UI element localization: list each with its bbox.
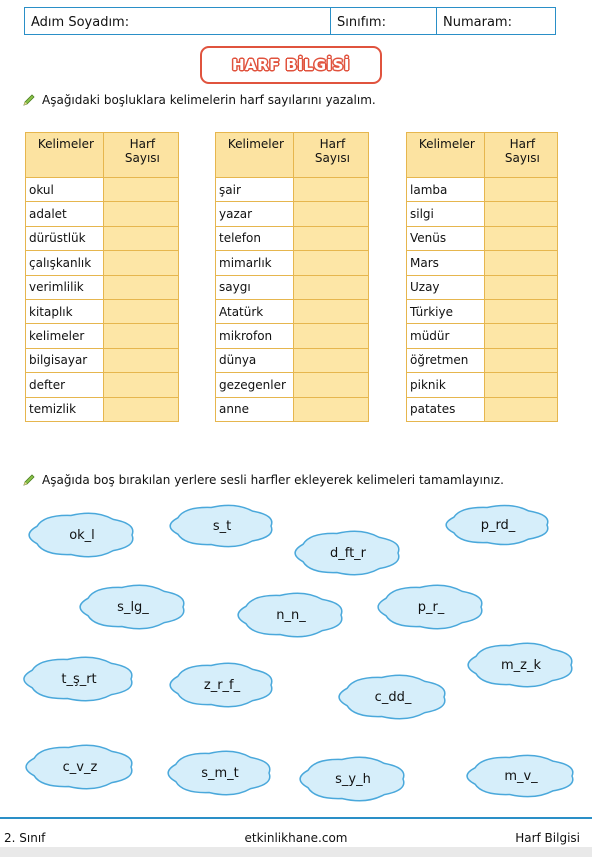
cloud-word[interactable]: d_ft_r (329, 545, 367, 561)
word-table-1 (25, 132, 179, 422)
word-cloud (78, 582, 188, 632)
word-cell: dürüstlük (26, 226, 104, 250)
cloud-word[interactable]: p_r_ (417, 599, 445, 615)
table-row (407, 275, 558, 299)
header-harf-sayisi (484, 133, 557, 178)
answer-cell[interactable] (103, 324, 178, 348)
word-table-3 (406, 132, 558, 422)
word-cell: bilgisayar (26, 348, 104, 372)
table-row (407, 373, 558, 397)
footer-grade: 2. Sınıf (4, 831, 46, 845)
word-cell: Atatürk (216, 299, 294, 323)
word-cell: telefon (216, 226, 294, 250)
header-harf: Harf (129, 137, 156, 151)
answer-cell[interactable] (293, 226, 368, 250)
table-row (407, 251, 558, 275)
answer-cell[interactable] (293, 275, 368, 299)
cloud-word[interactable]: m_z_k (500, 657, 541, 673)
cloud-word[interactable]: m_v_ (504, 768, 538, 784)
word-cell: kelimeler (26, 324, 104, 348)
word-cell: anne (216, 397, 294, 421)
table-row (26, 202, 179, 226)
word-cell: okul (26, 178, 104, 202)
answer-cell[interactable] (484, 202, 557, 226)
word-cell: silgi (407, 202, 485, 226)
header-harf: Harf (319, 137, 346, 151)
word-cell: adalet (26, 202, 104, 226)
word-cloud (168, 502, 276, 550)
word-cell: temizlik (26, 397, 104, 421)
word-cell: Türkiye (407, 299, 485, 323)
table-header-row (216, 133, 369, 178)
cloud-word[interactable]: p_rd_ (480, 517, 516, 533)
class-field[interactable] (331, 8, 437, 34)
word-table-2 (215, 132, 369, 422)
table-row (216, 299, 369, 323)
header-harf: Harf (509, 137, 536, 151)
table-row (216, 397, 369, 421)
table-row (26, 275, 179, 299)
header-sayisi: Sayısı (124, 151, 160, 165)
table-header-row (26, 133, 179, 178)
table-row (26, 324, 179, 348)
word-cell: öğretmen (407, 348, 485, 372)
word-cloud (376, 582, 486, 632)
table-row (26, 299, 179, 323)
header-kelimeler: Kelimeler (407, 133, 485, 178)
answer-cell[interactable] (103, 226, 178, 250)
instruction-2-text: Aşağıda boş bırakılan yerlere sesli harfler ekleyerek kelimeleri tamamlayınız. (42, 473, 504, 487)
word-cell: şair (216, 178, 294, 202)
table-row (216, 348, 369, 372)
table-row (216, 275, 369, 299)
cloud-word[interactable]: s_y_h (335, 771, 371, 787)
table-row (216, 202, 369, 226)
table-row (216, 324, 369, 348)
word-cloud (465, 752, 577, 800)
header-harf-sayisi (293, 133, 368, 178)
answer-cell[interactable] (103, 178, 178, 202)
word-cell: saygı (216, 275, 294, 299)
answer-cell[interactable] (293, 397, 368, 421)
table-row (407, 397, 558, 421)
table-row (407, 178, 558, 202)
word-cloud (337, 672, 449, 722)
answer-cell[interactable] (103, 373, 178, 397)
answer-cell[interactable] (484, 299, 557, 323)
answer-cell[interactable] (103, 348, 178, 372)
cloud-word[interactable]: t_ş_rt (61, 671, 97, 687)
student-info-box (24, 7, 556, 35)
cloud-word[interactable]: c_dd_ (374, 689, 412, 705)
table-row (26, 251, 179, 275)
word-cell: Uzay (407, 275, 485, 299)
class-label: Sınıfım: (337, 15, 386, 30)
header-kelimeler: Kelimeler (216, 133, 294, 178)
word-cell: piknik (407, 373, 485, 397)
word-cell: gezegenler (216, 373, 294, 397)
table-row (216, 251, 369, 275)
header-kelimeler: Kelimeler (26, 133, 104, 178)
answer-cell[interactable] (484, 397, 557, 421)
answer-cell[interactable] (103, 397, 178, 421)
instruction-2 (22, 473, 504, 487)
word-cell: defter (26, 373, 104, 397)
footer-subject: Harf Bilgisi (515, 831, 580, 845)
page-title-box (200, 46, 382, 84)
pencil-icon (22, 473, 36, 487)
word-cloud (444, 502, 552, 548)
word-cell: Venüs (407, 226, 485, 250)
page-title: HARF BİLGİSİ (231, 56, 351, 74)
answer-cell[interactable] (293, 348, 368, 372)
header-sayisi: Sayısı (504, 151, 540, 165)
word-cloud (166, 748, 274, 798)
answer-cell[interactable] (484, 324, 557, 348)
word-cell: müdür (407, 324, 485, 348)
cloud-word[interactable]: n_n_ (276, 607, 306, 623)
answer-cell[interactable] (293, 299, 368, 323)
footer-site: etkinlikhane.com (244, 831, 348, 845)
word-cell: lamba (407, 178, 485, 202)
answer-cell[interactable] (103, 299, 178, 323)
header-sayisi: Sayısı (314, 151, 350, 165)
instruction-1 (22, 93, 376, 107)
header-harf-sayisi (103, 133, 178, 178)
footer-divider (0, 817, 592, 819)
table-header-row (407, 133, 558, 178)
answer-cell[interactable] (293, 324, 368, 348)
table-row (407, 202, 558, 226)
table-row (407, 324, 558, 348)
answer-cell[interactable] (103, 251, 178, 275)
word-cloud (27, 510, 137, 560)
table-row (26, 178, 179, 202)
number-label: Numaram: (443, 15, 512, 30)
word-cloud (293, 528, 403, 578)
cloud-word[interactable]: ok_l (69, 527, 95, 543)
answer-cell[interactable] (484, 178, 557, 202)
answer-cell[interactable] (293, 202, 368, 226)
word-cloud (24, 742, 136, 792)
table-row (26, 226, 179, 250)
answer-cell[interactable] (293, 373, 368, 397)
answer-cell[interactable] (484, 275, 557, 299)
answer-cell[interactable] (293, 251, 368, 275)
table-row (26, 397, 179, 421)
word-cloud (298, 754, 408, 804)
table-row (407, 299, 558, 323)
table-row (26, 373, 179, 397)
answer-cell[interactable] (484, 373, 557, 397)
table-row (216, 226, 369, 250)
answer-cell[interactable] (484, 251, 557, 275)
table-row (216, 178, 369, 202)
word-cloud (466, 640, 576, 690)
cloud-word[interactable]: c_v_z (62, 759, 98, 775)
name-label: Adım Soyadım: (31, 15, 130, 30)
name-field[interactable] (25, 8, 331, 34)
cloud-word[interactable]: s_t (212, 518, 232, 534)
word-cloud (236, 590, 346, 640)
answer-cell[interactable] (293, 178, 368, 202)
pencil-icon (22, 93, 36, 107)
answer-cell[interactable] (103, 275, 178, 299)
number-field[interactable] (437, 8, 555, 34)
cloud-word[interactable]: s_lg_ (117, 599, 149, 615)
word-cell: patates (407, 397, 485, 421)
table-row (407, 348, 558, 372)
table-row (26, 348, 179, 372)
answer-cell[interactable] (484, 348, 557, 372)
word-cloud (168, 660, 276, 710)
word-cell: yazar (216, 202, 294, 226)
answer-cell[interactable] (484, 226, 557, 250)
word-cell: verimlilik (26, 275, 104, 299)
word-cell: çalışkanlık (26, 251, 104, 275)
cloud-word[interactable]: s_m_t (201, 765, 239, 781)
cloud-word[interactable]: z_r_f_ (203, 677, 241, 693)
word-cell: mimarlık (216, 251, 294, 275)
instruction-1-text: Aşağıdaki boşluklara kelimelerin harf sayılarını yazalım. (42, 93, 376, 107)
word-cell: dünya (216, 348, 294, 372)
answer-cell[interactable] (103, 202, 178, 226)
footer-bar (0, 847, 592, 857)
word-cell: mikrofon (216, 324, 294, 348)
word-cloud (22, 654, 136, 704)
word-cell: Mars (407, 251, 485, 275)
table-row (407, 226, 558, 250)
word-cell: kitaplık (26, 299, 104, 323)
table-row (216, 373, 369, 397)
